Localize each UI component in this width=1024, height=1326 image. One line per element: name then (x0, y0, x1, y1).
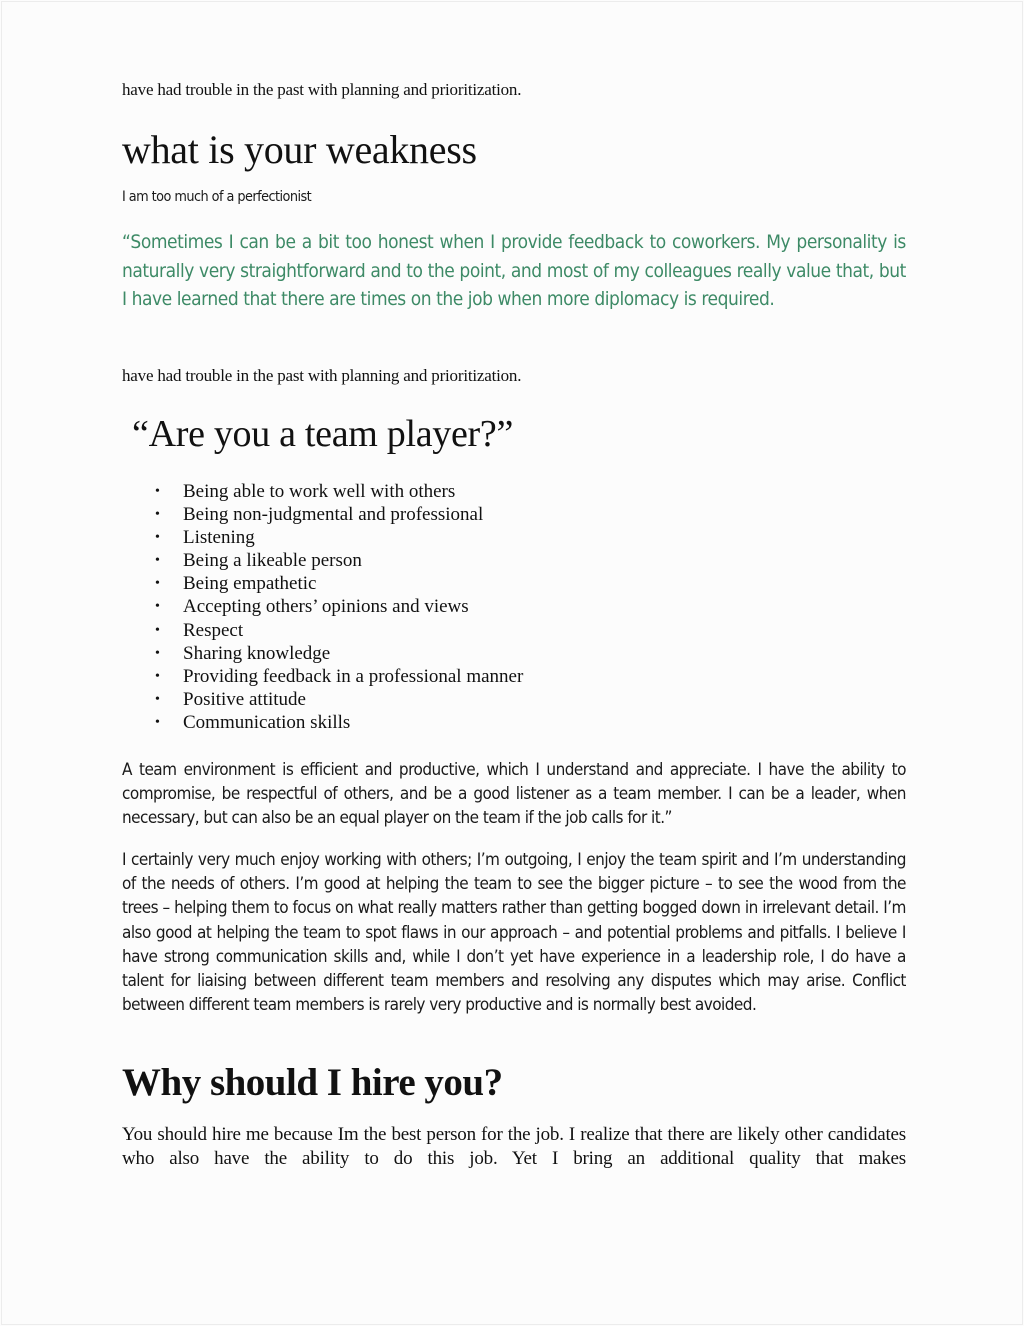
weakness-heading: what is your weakness (122, 127, 477, 172)
intro-line: have had trouble in the past with planning and prioritization. (122, 80, 522, 99)
bullet-icon: • (155, 484, 160, 499)
list-item-text: Respect (183, 619, 244, 641)
list-item-text: Being able to work well with others (183, 481, 456, 502)
list-item (122, 688, 523, 711)
list-item (122, 549, 523, 572)
list-item-text: Communication skills (183, 711, 351, 733)
list-item-text: Positive attitude (183, 688, 306, 710)
team-player-heading: “Are you a team player?” (132, 413, 514, 455)
list-item-text: Accepting others’ opinions and views (183, 596, 469, 618)
list-item-text: Being empathetic (183, 573, 317, 595)
list-item (122, 595, 523, 618)
list-item (122, 619, 523, 642)
bullet-icon: • (155, 714, 160, 730)
hire-heading: Why should I hire you? (122, 1061, 503, 1104)
bullet-icon: • (155, 622, 160, 638)
bullet-icon: • (155, 691, 160, 707)
bullet-icon: • (155, 530, 160, 546)
list-item (122, 503, 523, 526)
weakness-quote: “Sometimes I can be a bit too honest when I provide feedback to coworkers. My personality is naturally very straightforward and to the point, and most of my colleagues really value that, but I have learned that there are times on the job when more diplomacy is required. (122, 231, 906, 310)
list-item-text: Listening (183, 527, 255, 549)
list-item (122, 526, 523, 549)
bullet-icon: • (155, 668, 160, 684)
team-paragraph-1: A team environment is efficient and productive, which I understand and appreciate. I have the ability to compromise, be respectful of others, and be a good listener as a team member. I can be a leader, when necessary, but can also be an equal player on the team if the job calls for it.” (122, 760, 906, 829)
hire-paragraph: You should hire me because Im the best person for the job. I realize that there are likely other candidates who also have the ability to do this job. Yet I bring an additional quality that makes (122, 1124, 906, 1169)
bullet-icon: • (155, 599, 160, 615)
document-page (1, 1, 1023, 1325)
bullet-icon: • (155, 645, 160, 661)
list-item (122, 665, 523, 688)
team-qualities-list (122, 480, 523, 734)
team-paragraph-2: I certainly very much enjoy working with others; I’m outgoing, I enjoy the team spirit and I’m understanding of the needs of others. I’m good at helping the team to see the bigger picture – to see the wood from the trees – helping them to focus on what really matters rather than getting bogged down in irrelevant detail. I’m also good at helping the team to spot flaws in our approach – and potential problems and pitfalls. I believe I have strong communication skills and, while I don’t yet have experience in a leadership role, I do have a talent for liaising between different team members and resolving any disputes which may arise. Conflict between different team members is rarely very productive and is normally best avoided. (122, 850, 906, 1016)
bullet-icon: • (155, 576, 160, 592)
list-item (122, 711, 523, 734)
list-item-text: Being non-judgmental and professional (183, 504, 484, 526)
bullet-icon: • (155, 553, 160, 569)
list-item-text: Sharing knowledge (183, 642, 331, 664)
list-item-text: Being a likeable person (183, 550, 362, 572)
list-item-text: Providing feedback in a professional manner (183, 665, 524, 687)
list-item (122, 480, 523, 503)
list-item (122, 642, 523, 665)
weakness-followup-line: have had trouble in the past with planning and prioritization. (122, 366, 522, 385)
list-item (122, 572, 523, 595)
bullet-icon: • (155, 507, 160, 523)
weakness-short-answer: I am too much of a perfectionist (122, 189, 312, 205)
